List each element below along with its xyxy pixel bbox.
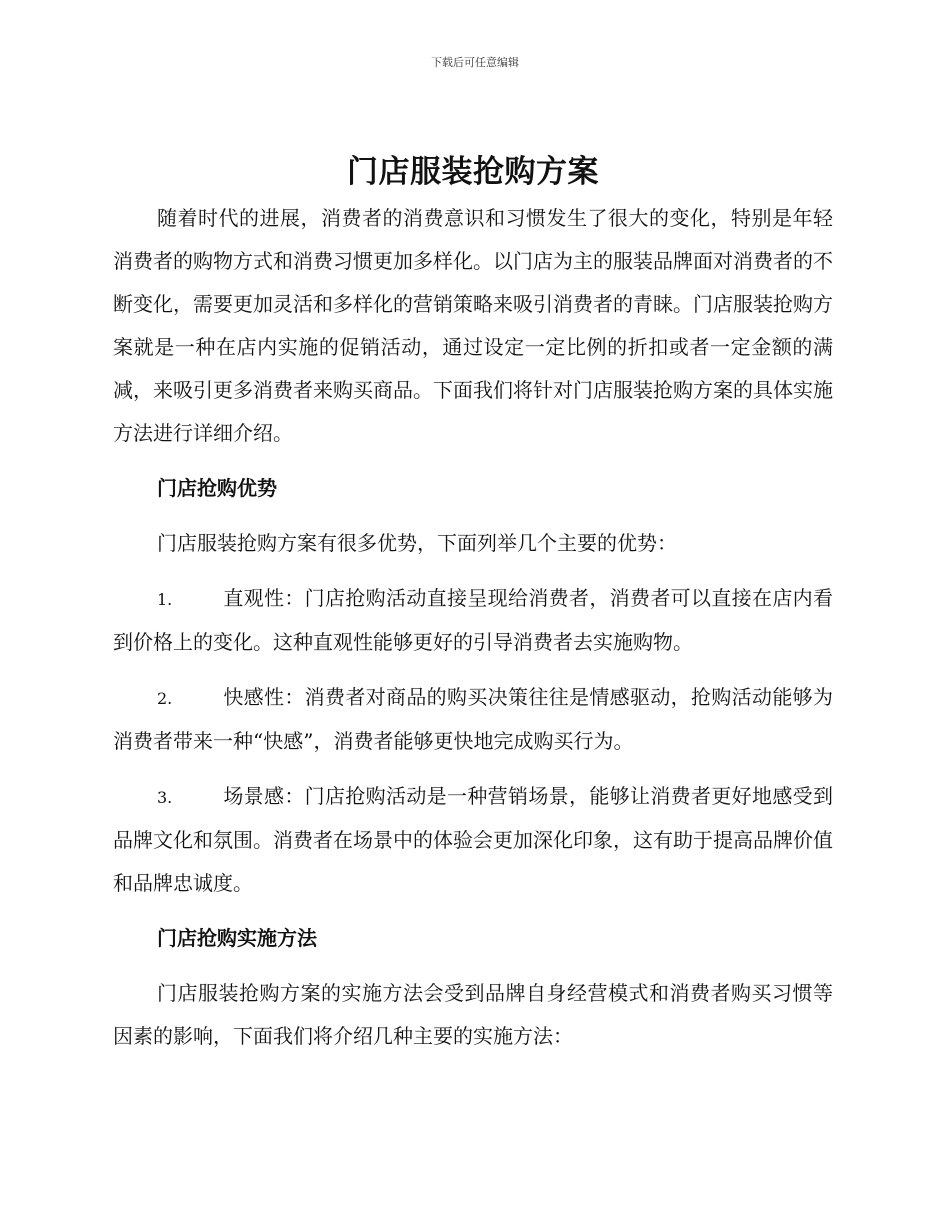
list-item-number: 3. <box>157 788 173 807</box>
list-item-text: 快感性：消费者对商品的购买决策往往是情感驱动，抢购活动能够为消费者带来一种“快感”，消费者能够更快地完成购买行为。 <box>113 685 833 753</box>
list-item-text: 场景感：门店抢购活动是一种营销场景，能够让消费者更好地感受到品牌文化和氛围。消费者在场景中的体验会更加深化印象，这有助于提高品牌价值和品牌忠诚度。 <box>113 784 833 895</box>
list-item-number: 1. <box>157 590 173 609</box>
section-heading-methods: 门店抢购实施方法 <box>157 926 317 950</box>
list-item <box>113 577 833 664</box>
header-note: 下载后可任意编辑 <box>431 56 519 69</box>
list-item-number: 2. <box>157 689 173 708</box>
intro-paragraph: 随着时代的进展，消费者的消费意识和习惯发生了很大的变化，特别是年轻消费者的购物方式和消费习惯更加多样化。以门店为主的服装品牌面对消费者的不断变化，需要更加灵活和多样化的营销策略来吸引消费者的青睐。门店服装抢购方案就是一种在店内实施的促销活动，通过设定一定比例的折扣或者一定金额的满减，来吸引更多消费者来购买商品。下面我们将针对门店服装抢购方案的具体实施方法进行详细介绍。 <box>113 206 833 445</box>
section-heading-advantages: 门店抢购优势 <box>157 476 277 500</box>
list-item <box>113 775 833 905</box>
advantages-lead-paragraph: 门店服装抢购方案有很多优势，下面列举几个主要的优势： <box>157 531 677 555</box>
list-item-text: 直观性：门店抢购活动直接呈现给消费者，消费者可以直接在店内看到价格上的变化。这种直观性能够更好的引导消费者去实施购物。 <box>113 586 833 654</box>
document-title: 门店服装抢购方案 <box>347 154 599 190</box>
list-item <box>113 676 833 763</box>
methods-lead-paragraph: 门店服装抢购方案的实施方法会受到品牌自身经营模式和消费者购买习惯等因素的影响，下面我们将介绍几种主要的实施方法： <box>113 981 833 1048</box>
document-body <box>113 150 833 1058</box>
